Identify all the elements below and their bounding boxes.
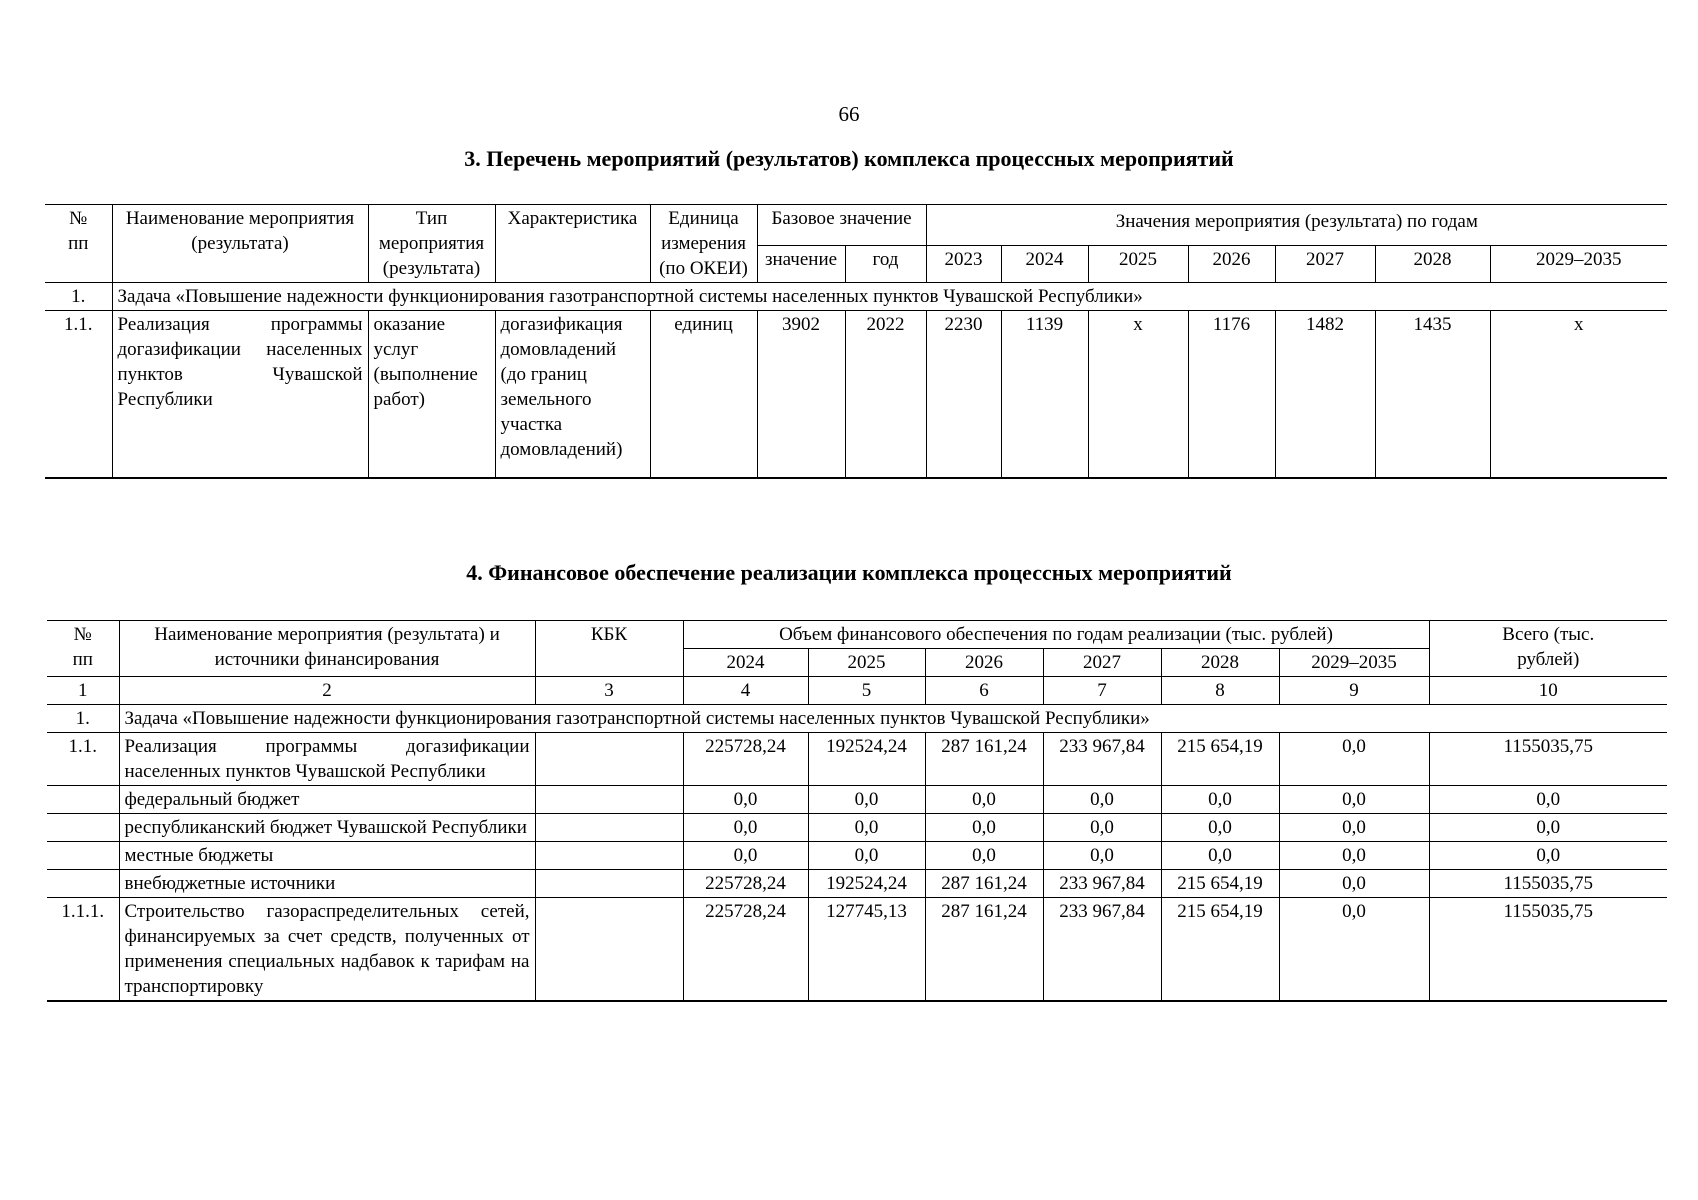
col-number: 7 xyxy=(1043,677,1161,705)
finance-row-value: 0,0 xyxy=(1279,898,1429,1002)
fin-task-text: Задача «Повышение надежности функционирования газотранспортной системы населенных пунктов Чувашской Республики» xyxy=(119,705,1667,733)
finance-row-value: 215 654,19 xyxy=(1161,870,1279,898)
col-number: 9 xyxy=(1279,677,1429,705)
fin-header-num: № пп xyxy=(47,621,119,677)
finance-row-name: Реализация программы догазификации населенных пунктов Чувашской Республики xyxy=(119,733,535,786)
finance-row-total: 0,0 xyxy=(1429,814,1667,842)
finance-row-value: 0,0 xyxy=(1279,842,1429,870)
col-number: 2 xyxy=(119,677,535,705)
header-years-group: Значения мероприятия (результата) по годам xyxy=(926,205,1667,246)
finance-row-total: 0,0 xyxy=(1429,842,1667,870)
row-value: 2230 xyxy=(926,311,1001,479)
page-number: 66 xyxy=(838,102,860,126)
finance-row-name: республиканский бюджет Чувашской Республики xyxy=(119,814,535,842)
col-number: 10 xyxy=(1429,677,1667,705)
col-number: 1 xyxy=(47,677,119,705)
finance-row-value: 0,0 xyxy=(1043,814,1161,842)
finance-row-value: 192524,24 xyxy=(808,870,925,898)
finance-row-value: 0,0 xyxy=(1043,786,1161,814)
col-number: 4 xyxy=(683,677,808,705)
finance-row-value: 225728,24 xyxy=(683,733,808,786)
fin-header-year: 2028 xyxy=(1161,649,1279,677)
row-value: 1176 xyxy=(1188,311,1275,479)
finance-row-value: 0,0 xyxy=(1279,814,1429,842)
finance-row-num xyxy=(47,842,119,870)
fin-header-year: 2029–2035 xyxy=(1279,649,1429,677)
row-base-value: 3902 xyxy=(757,311,845,479)
task-text: Задача «Повышение надежности функционирования газотранспортной системы населенных пунктов Чувашской Республики» xyxy=(112,283,1667,311)
finance-row-total: 1155035,75 xyxy=(1429,733,1667,786)
section-4-title: 4. Финансовое обеспечение реализации комплекса процессных мероприятий xyxy=(466,560,1232,585)
finance-table xyxy=(47,620,1667,1002)
table3-task-row xyxy=(45,283,1667,311)
finance-row-total: 1155035,75 xyxy=(1429,870,1667,898)
finance-row-value: 0,0 xyxy=(1279,870,1429,898)
header-characteristic: Характеристика xyxy=(495,205,650,283)
finance-row-kbk xyxy=(535,814,683,842)
table4-colnum-row xyxy=(47,677,1667,705)
finance-row-value: 287 161,24 xyxy=(925,898,1043,1002)
header-base-value: значение xyxy=(757,245,845,282)
row-value: 1139 xyxy=(1001,311,1088,479)
finance-row xyxy=(47,786,1667,814)
finance-row-value: 0,0 xyxy=(808,842,925,870)
finance-row-name: внебюджетные источники xyxy=(119,870,535,898)
finance-row-value: 0,0 xyxy=(925,814,1043,842)
finance-row-value: 225728,24 xyxy=(683,898,808,1002)
table4-task-row xyxy=(47,705,1667,733)
finance-row-value: 233 967,84 xyxy=(1043,733,1161,786)
finance-row-name: местные бюджеты xyxy=(119,842,535,870)
header-name: Наименование мероприятия (результата) xyxy=(112,205,368,283)
row-characteristic: догазификация домовладений (до границ земельного участка домовладений) xyxy=(495,311,650,479)
finance-row-kbk xyxy=(535,733,683,786)
finance-row xyxy=(47,842,1667,870)
finance-row-value: 192524,24 xyxy=(808,733,925,786)
finance-row-kbk xyxy=(535,898,683,1002)
finance-row-value: 0,0 xyxy=(683,786,808,814)
finance-row-value: 127745,13 xyxy=(808,898,925,1002)
row-name: Реализация программы догазификации населенных пунктов Чувашской Республики xyxy=(112,311,368,479)
finance-row-value: 0,0 xyxy=(683,842,808,870)
col-number: 5 xyxy=(808,677,925,705)
finance-row-name: федеральный бюджет xyxy=(119,786,535,814)
finance-row-value: 0,0 xyxy=(1279,786,1429,814)
finance-row-kbk xyxy=(535,786,683,814)
events-table xyxy=(45,204,1667,479)
fin-header-year: 2025 xyxy=(808,649,925,677)
fin-header-year: 2027 xyxy=(1043,649,1161,677)
finance-row-value: 0,0 xyxy=(1279,733,1429,786)
row-value: 1435 xyxy=(1375,311,1490,479)
finance-row-num xyxy=(47,814,119,842)
finance-row-value: 0,0 xyxy=(925,786,1043,814)
header-year: 2025 xyxy=(1088,245,1188,282)
finance-row-kbk xyxy=(535,870,683,898)
header-base-year: год xyxy=(845,245,926,282)
finance-row-num xyxy=(47,870,119,898)
fin-task-num: 1. xyxy=(47,705,119,733)
header-type: Тип мероприятия (результата) xyxy=(368,205,495,283)
fin-header-total: Всего (тыс. рублей) xyxy=(1429,621,1667,677)
col-number: 8 xyxy=(1161,677,1279,705)
finance-row-name: Строительство газораспределительных сетей, финансируемых за счет средств, полученных от применения специальных надбавок к тарифам на транспортировку xyxy=(119,898,535,1002)
task-num: 1. xyxy=(45,283,112,311)
table3-header-row-1 xyxy=(45,205,1667,246)
header-year: 2028 xyxy=(1375,245,1490,282)
table3-row xyxy=(45,311,1667,479)
row-unit: единиц xyxy=(650,311,757,479)
header-year: 2029–2035 xyxy=(1490,245,1667,282)
row-num: 1.1. xyxy=(45,311,112,479)
finance-row xyxy=(47,814,1667,842)
header-year: 2024 xyxy=(1001,245,1088,282)
finance-row xyxy=(47,898,1667,1002)
finance-row-value: 0,0 xyxy=(1043,842,1161,870)
finance-row-value: 233 967,84 xyxy=(1043,898,1161,1002)
finance-row-total: 1155035,75 xyxy=(1429,898,1667,1002)
finance-row-value: 215 654,19 xyxy=(1161,898,1279,1002)
finance-row xyxy=(47,870,1667,898)
finance-row-value: 225728,24 xyxy=(683,870,808,898)
header-unit: Единица измерения (по ОКЕИ) xyxy=(650,205,757,283)
header-year: 2026 xyxy=(1188,245,1275,282)
header-base: Базовое значение xyxy=(757,205,926,246)
finance-rows xyxy=(47,733,1667,1002)
finance-row-value: 0,0 xyxy=(1161,814,1279,842)
row-type: оказание услуг (выполнение работ) xyxy=(368,311,495,479)
col-number: 3 xyxy=(535,677,683,705)
finance-row-value: 0,0 xyxy=(1161,842,1279,870)
header-num: № пп xyxy=(45,205,112,283)
finance-row-value: 0,0 xyxy=(925,842,1043,870)
row-value: x xyxy=(1490,311,1667,479)
finance-row-value: 0,0 xyxy=(808,814,925,842)
finance-row-kbk xyxy=(535,842,683,870)
fin-header-year: 2024 xyxy=(683,649,808,677)
finance-row-value: 287 161,24 xyxy=(925,733,1043,786)
finance-row-value: 287 161,24 xyxy=(925,870,1043,898)
header-year: 2023 xyxy=(926,245,1001,282)
finance-row-value: 0,0 xyxy=(1161,786,1279,814)
col-number: 6 xyxy=(925,677,1043,705)
row-value: 1482 xyxy=(1275,311,1375,479)
finance-row-value: 215 654,19 xyxy=(1161,733,1279,786)
fin-header-name: Наименование мероприятия (результата) и источники финансирования xyxy=(119,621,535,677)
fin-header-years-group: Объем финансового обеспечения по годам реализации (тыс. рублей) xyxy=(683,621,1429,649)
finance-row xyxy=(47,733,1667,786)
table4-header-row-1 xyxy=(47,621,1667,649)
fin-header-kbk: КБК xyxy=(535,621,683,677)
section-3-title: 3. Перечень мероприятий (результатов) комплекса процессных мероприятий xyxy=(464,146,1234,171)
fin-header-year: 2026 xyxy=(925,649,1043,677)
header-year: 2027 xyxy=(1275,245,1375,282)
finance-row-value: 233 967,84 xyxy=(1043,870,1161,898)
finance-row-num xyxy=(47,786,119,814)
finance-row-value: 0,0 xyxy=(683,814,808,842)
row-value: x xyxy=(1088,311,1188,479)
finance-row-num: 1.1. xyxy=(47,733,119,786)
row-base-year: 2022 xyxy=(845,311,926,479)
finance-row-value: 0,0 xyxy=(808,786,925,814)
finance-row-total: 0,0 xyxy=(1429,786,1667,814)
finance-row-num: 1.1.1. xyxy=(47,898,119,1002)
